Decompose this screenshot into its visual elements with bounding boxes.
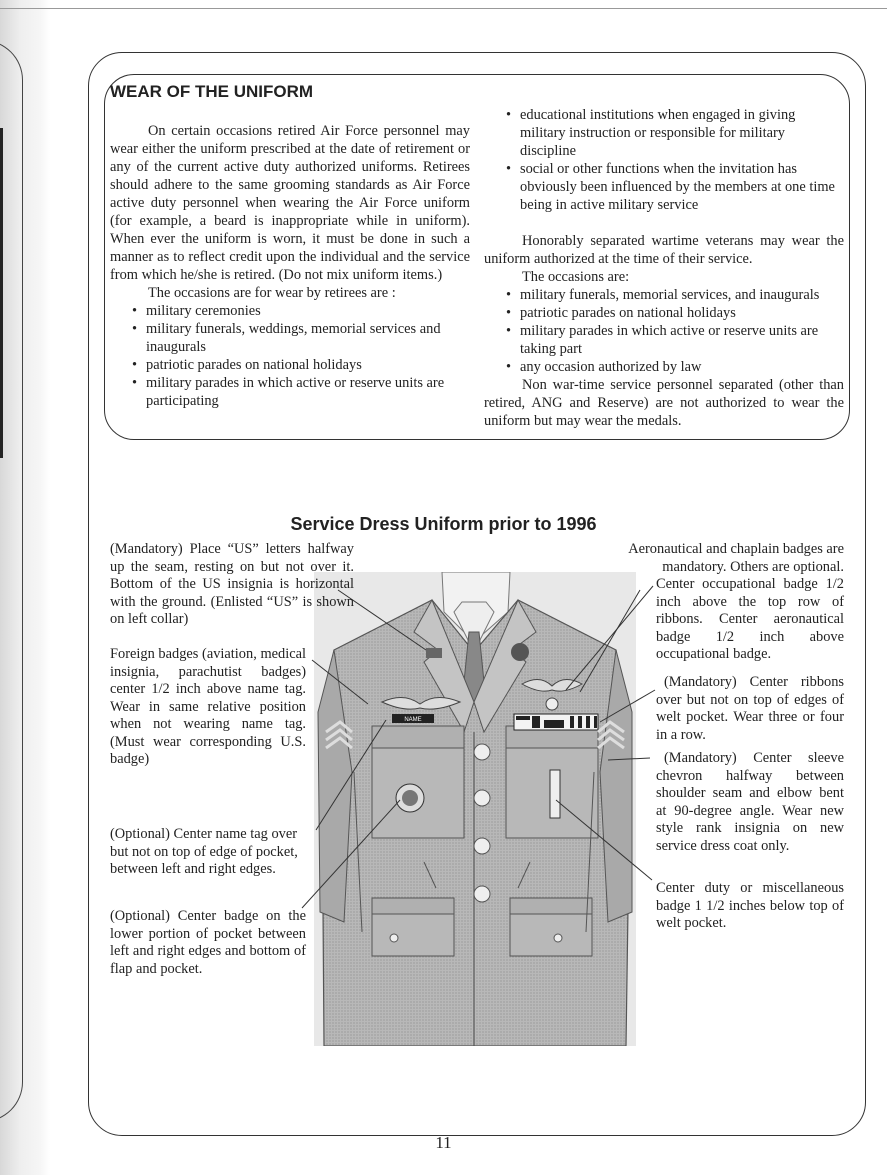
uniform-illustration (314, 572, 636, 1046)
note-aeronautical-badges: Aeronautical and chaplain badges are mandatory. Others are optional. (628, 541, 844, 575)
list-item: • educational institutions when engaged in giving military instruction or responsible for military discipline (506, 107, 796, 159)
note-sleeve-chevron: (Mandatory) Center sleeve chevron halfway between shoulder seam and elbow bent at 90-degree angle. Wear new style rank insignia on new service dress coat only. (656, 750, 844, 854)
top-edge-line (0, 8, 887, 9)
note-duty-badge: Center duty or miscellaneous badge 1 1/2 inches below top of welt pocket. (656, 880, 844, 931)
list-item: • military funerals, memorial services, and inaugurals (506, 287, 820, 303)
list-item: • military funerals, weddings, memorial services and inaugurals (132, 321, 441, 355)
box-right-column (484, 106, 844, 430)
list-item: • patriotic parades on national holidays (132, 357, 362, 373)
left-margin-bar (0, 128, 3, 458)
box-left-column (110, 122, 470, 410)
left-bullet-list (110, 302, 470, 410)
name-tag-text: NAME (404, 717, 422, 723)
list-item: • military parades in which active or reserve units are taking part (506, 323, 819, 357)
note-foreign-badges: Foreign badges (aviation, medical insignia, parachutist badges) center 1/2 inch above name tag. Wear in same relative position when not wearing name tag. (Must wear corresponding U.S. badge) (110, 646, 306, 767)
note-name-tag: (Optional) Center name tag over but not on top of edge of pocket, between left and right edges. (110, 826, 298, 877)
note-pocket-badge: (Optional) Center badge on the lower portion of pocket between left and right edges and bottom of flap and pocket. (110, 908, 306, 977)
list-item: • patriotic parades on national holidays (506, 305, 736, 321)
right-closing: Non war-time service personnel separated (other than retired, ANG and Reserve) are not authorized to wear the uniform but may wear the medals. (484, 377, 844, 429)
page-number: 11 (435, 1133, 452, 1152)
list-item: • any occasion authorized by law (506, 359, 702, 375)
right-bullet-list-top (484, 106, 844, 214)
right-occasions-intro: The occasions are: (522, 269, 630, 285)
right-bullet-list (484, 286, 844, 376)
section-title: Service Dress Uniform prior to 1996 (290, 514, 597, 534)
left-paragraph: On certain occasions retired Air Force personnel may wear either the uniform prescribed at the date of retirement or any of the current active duty authorized uniforms. Retirees should adhere to the same grooming standards as Air Force active duty personnel when wearing the Air Force uniform (for example, a beard is inappropriate while in uniform). When ever the uniform is worn, it must be done in such a manner as to reflect credit upon the individual and the service from which he/she is retired. (Do not mix uniform items.) (110, 123, 470, 283)
list-item: • social or other functions when the invitation has obviously been influenced by the members at one time being in active military service (506, 161, 835, 213)
binder-ring (0, 40, 23, 1122)
list-item: • military ceremonies (132, 303, 261, 319)
note-us-insignia: (Mandatory) Place “US” letters halfway up the seam, resting on but not over it. Bottom of the US insignia is horizontal with the ground. (Enlisted “US” is shown on left collar) (110, 541, 354, 627)
box-title: WEAR OF THE UNIFORM (110, 82, 314, 101)
list-item: • military parades in which active or reserve units are participating (132, 375, 445, 409)
right-paragraph: Honorably separated wartime veterans may wear the uniform authorized at the time of their service. (484, 233, 844, 267)
note-occupational-badge: Center occupational badge 1/2 inch above the top row of ribbons. Center aeronautical badge 1/2 inch above occupational badge. (656, 576, 844, 662)
left-occasions-intro: The occasions are for wear by retirees are : (148, 285, 396, 301)
note-ribbons: (Mandatory) Center ribbons over but not on top of edges of welt pocket. Wear three or four in a row. (656, 674, 844, 743)
